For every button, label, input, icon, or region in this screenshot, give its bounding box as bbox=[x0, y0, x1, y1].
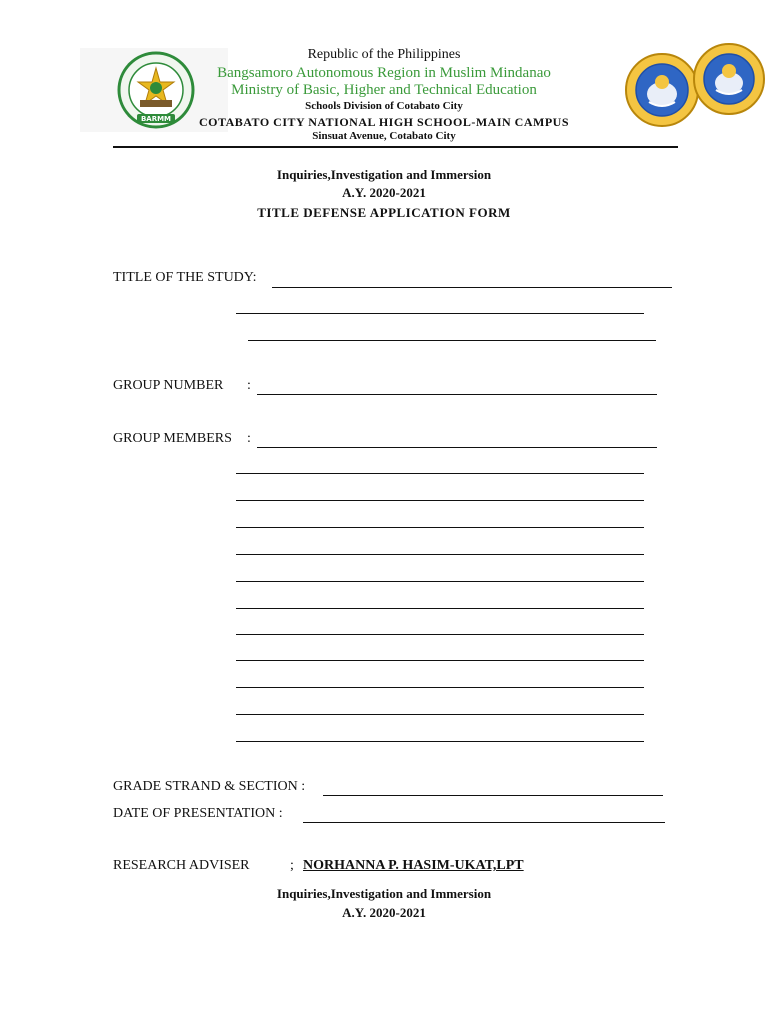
group-member-line[interactable] bbox=[236, 500, 644, 501]
research-adviser-separator: ; bbox=[290, 858, 294, 873]
address-heading: Sinsuat Avenue, Cotabato City bbox=[312, 130, 456, 142]
school-heading: COTABATO CITY NATIONAL HIGH SCHOOL-MAIN CAMPUS bbox=[198, 115, 570, 129]
date-presentation-label: DATE OF PRESENTATION : bbox=[113, 806, 283, 821]
title-of-study-line-1[interactable] bbox=[272, 287, 672, 288]
research-adviser-label: RESEARCH ADVISER bbox=[113, 858, 250, 873]
division-heading: Schools Division of Cotabato City bbox=[305, 100, 463, 112]
group-member-line[interactable] bbox=[236, 714, 644, 715]
republic-heading: Republic of the Philippines bbox=[307, 47, 461, 62]
group-number-line[interactable] bbox=[257, 394, 657, 395]
barmm-banner-text: BARMM bbox=[140, 115, 172, 123]
header-divider bbox=[113, 146, 678, 148]
grade-section-label: GRADE STRAND & SECTION : bbox=[113, 779, 306, 794]
footer-subject: Inquiries,Investigation and Immersion bbox=[276, 886, 492, 901]
group-member-line[interactable] bbox=[236, 554, 644, 555]
title-of-study-line-3[interactable] bbox=[248, 340, 656, 341]
group-members-colon: : bbox=[247, 431, 251, 446]
region-heading: Bangsamoro Autonomous Region in Muslim Mindanao bbox=[217, 65, 551, 81]
group-member-line[interactable] bbox=[236, 687, 644, 688]
group-member-line[interactable] bbox=[236, 608, 644, 609]
footer-year: A.Y. 2020-2021 bbox=[342, 905, 426, 920]
group-number-label: GROUP NUMBER bbox=[113, 378, 224, 393]
ministry-heading: Ministry of Basic, Higher and Technical Education bbox=[231, 82, 537, 98]
title-of-study-line-2[interactable] bbox=[236, 313, 644, 314]
form-year: A.Y. 2020-2021 bbox=[342, 185, 426, 200]
title-of-study-label: TITLE OF THE STUDY: bbox=[113, 270, 257, 285]
form-subject: Inquiries,Investigation and Immersion bbox=[276, 167, 492, 182]
group-members-label: GROUP MEMBERS bbox=[113, 431, 232, 446]
group-number-colon: : bbox=[247, 378, 251, 393]
research-adviser-name: NORHANNA P. HASIM-UKAT,LPT bbox=[303, 858, 524, 873]
group-member-line[interactable] bbox=[236, 581, 644, 582]
group-member-line[interactable] bbox=[257, 447, 657, 448]
group-member-line[interactable] bbox=[236, 634, 644, 635]
date-presentation-line[interactable] bbox=[303, 822, 665, 823]
group-member-line[interactable] bbox=[236, 660, 644, 661]
group-member-line[interactable] bbox=[236, 473, 644, 474]
grade-section-line[interactable] bbox=[323, 795, 663, 796]
group-member-line[interactable] bbox=[236, 741, 644, 742]
group-member-line[interactable] bbox=[236, 527, 644, 528]
form-title: TITLE DEFENSE APPLICATION FORM bbox=[257, 205, 511, 220]
